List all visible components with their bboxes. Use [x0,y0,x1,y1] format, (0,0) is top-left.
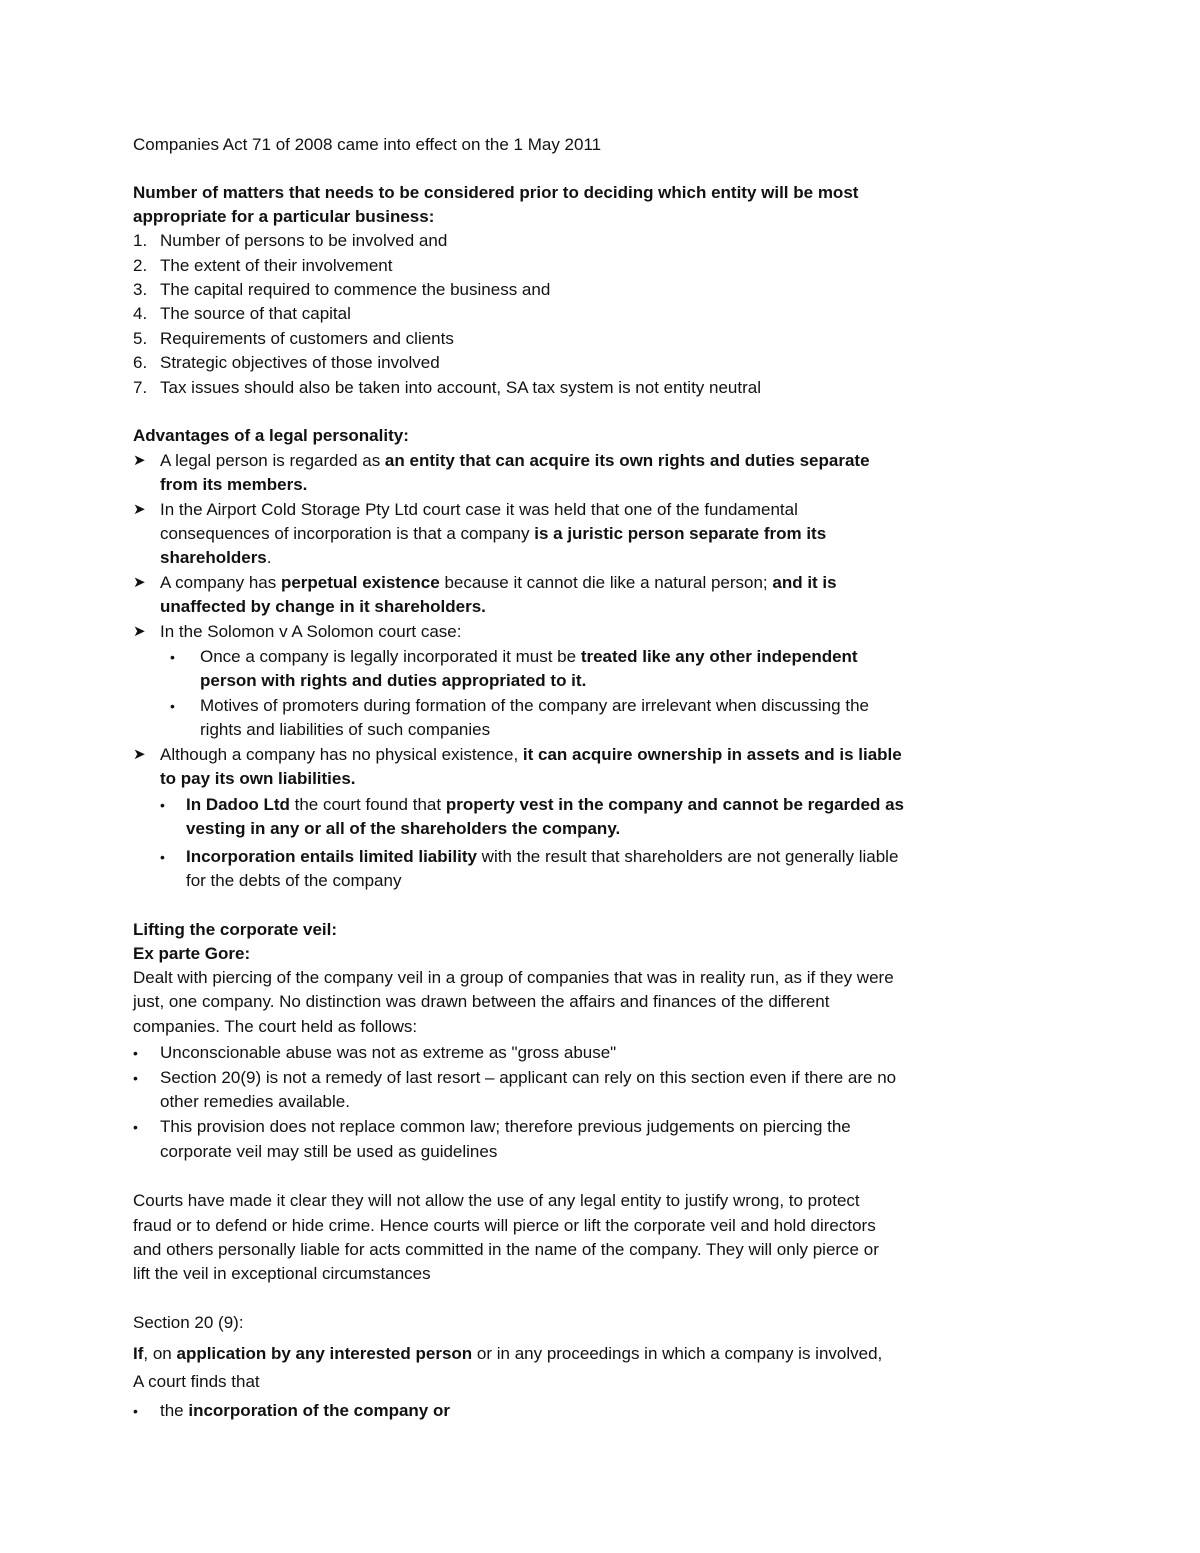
matters-item: Number of persons to be involved and [160,231,448,250]
matters-item: The extent of their involvement [160,256,393,275]
arrow-bullet-icon: ➤ [133,501,146,518]
section-line-1: If, on application by any interested person or in any proceedings in which a company is involved, [133,1344,883,1363]
list-number: 5. [133,329,148,348]
veil-bullet-3-line-2: corporate veil may still be used as guidelines [160,1142,498,1161]
advantages-heading: Advantages of a legal personality: [133,426,409,445]
advantage-5-sub-2-line-2: for the debts of the company [186,871,402,890]
advantage-4-sub-1-line-1: Once a company is legally incorporated it must be treated like any other independent [200,647,858,666]
list-number: 2. [133,256,148,275]
advantage-5-sub-1-line-2: vesting in any or all of the shareholders the company. [186,819,621,838]
list-number: 7. [133,378,148,397]
matters-item: Strategic objectives of those involved [160,353,440,372]
list-number: 4. [133,304,148,323]
veil-bullet-1-line-1: Unconscionable abuse was not as extreme as "gross abuse" [160,1043,617,1062]
courts-para-line: fraud or to defend or hide crime. Hence courts will pierce or lift the corporate veil and hold directors [133,1216,876,1235]
advantage-4-line-1: In the Solomon v A Solomon court case: [160,622,462,641]
veil-bullet-3-line-1: This provision does not replace common law; therefore previous judgements on piercing the [160,1117,851,1136]
matters-heading-line-2: appropriate for a particular business: [133,207,435,226]
advantage-3-line-1: A company has perpetual existence because it cannot die like a natural person; and it is [160,573,837,592]
advantage-2-line-1: In the Airport Cold Storage Pty Ltd court case it was held that one of the fundamental [160,500,798,519]
veil-subheading: Ex parte Gore: [133,944,251,963]
section-line-2: A court finds that [133,1372,260,1391]
matters-heading-line-1: Number of matters that needs to be considered prior to deciding which entity will be most [133,183,859,202]
bullet-dot-icon: • [160,849,165,865]
advantage-1-line-2: from its members. [160,475,308,494]
bullet-dot-icon: • [170,649,175,665]
advantage-4-sub-2-line-2: rights and liabilities of such companies [200,720,491,739]
bullet-dot-icon: • [160,797,165,813]
advantage-5-sub-1-line-1: In Dadoo Ltd the court found that property vest in the company and cannot be regarded as [186,795,904,814]
section-bullet-1: the incorporation of the company or [160,1401,450,1420]
bullet-dot-icon: • [133,1403,138,1419]
advantage-3-line-2: unaffected by change in it shareholders. [160,597,486,616]
advantage-2-line-3: shareholders. [160,548,272,567]
courts-para-line: lift the veil in exceptional circumstances [133,1264,431,1283]
arrow-bullet-icon: ➤ [133,574,146,591]
veil-bullet-2-line-2: other remedies available. [160,1092,350,1111]
veil-heading: Lifting the corporate veil: [133,920,338,939]
veil-bullet-2-line-1: Section 20(9) is not a remedy of last resort – applicant can rely on this section even if there are no [160,1068,897,1087]
veil-para-line: just, one company. No distinction was drawn between the affairs and finances of the different [133,992,830,1011]
list-number: 3. [133,280,148,299]
bullet-dot-icon: • [170,698,175,714]
list-number: 6. [133,353,148,372]
advantage-4-sub-2-line-1: Motives of promoters during formation of the company are irrelevant when discussing the [200,696,869,715]
advantage-1-line-1: A legal person is regarded as an entity that can acquire its own rights and duties separate [160,451,870,470]
veil-para-line: Dealt with piercing of the company veil in a group of companies that was in reality run, as if they were [133,968,894,987]
bullet-dot-icon: • [133,1045,138,1061]
courts-para-line: and others personally liable for acts committed in the name of the company. They will only pierce or [133,1240,879,1259]
advantage-5-line-1: Although a company has no physical existence, it can acquire ownership in assets and is liable [160,745,902,764]
bullet-dot-icon: • [133,1070,138,1086]
advantage-5-line-2: to pay its own liabilities. [160,769,356,788]
list-number: 1. [133,231,148,250]
arrow-bullet-icon: ➤ [133,452,146,469]
matters-item: The source of that capital [160,304,351,323]
bullet-dot-icon: • [133,1119,138,1135]
arrow-bullet-icon: ➤ [133,623,146,640]
advantage-4-sub-1-line-2: person with rights and duties appropriated to it. [200,671,587,690]
veil-para-line: companies. The court held as follows: [133,1017,418,1036]
matters-item: Tax issues should also be taken into account, SA tax system is not entity neutral [160,378,761,397]
advantage-5-sub-2-line-1: Incorporation entails limited liability with the result that shareholders are not generally liable [186,847,899,866]
matters-item: The capital required to commence the business and [160,280,551,299]
advantage-2-line-2: consequences of incorporation is that a company is a juristic person separate from its [160,524,827,543]
courts-para-line: Courts have made it clear they will not allow the use of any legal entity to justify wrong, to protect [133,1191,860,1210]
matters-item: Requirements of customers and clients [160,329,454,348]
intro-line: Companies Act 71 of 2008 came into effect on the 1 May 2011 [133,135,602,154]
arrow-bullet-icon: ➤ [133,746,146,763]
section-heading: Section 20 (9): [133,1313,244,1332]
